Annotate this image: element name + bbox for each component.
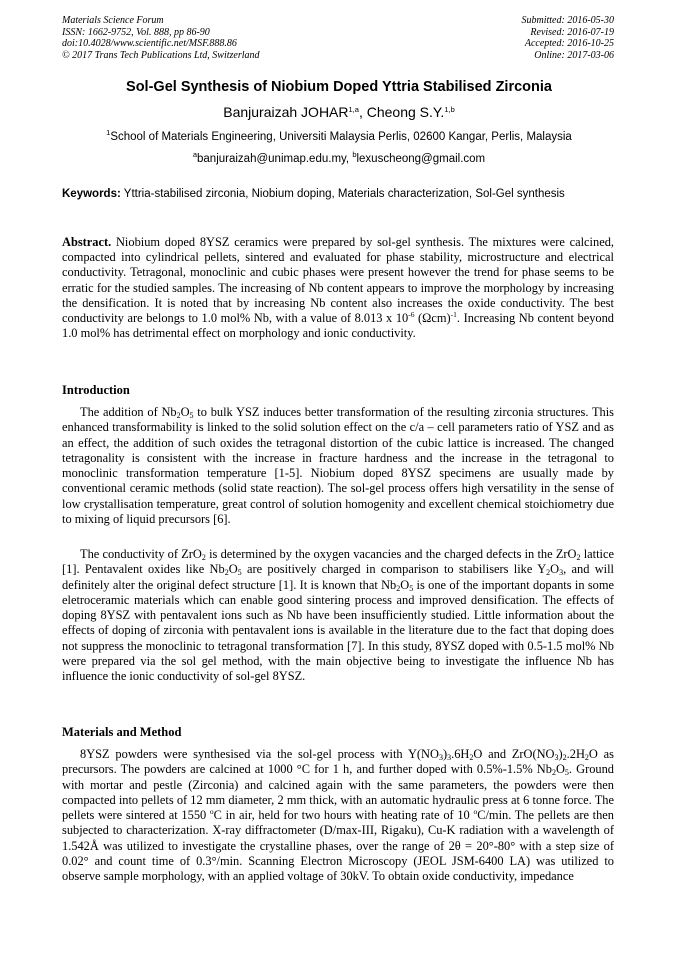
subscript: 2 xyxy=(576,553,581,562)
abstract-text-2: (Ωcm) xyxy=(414,311,451,326)
abstract-sup-2: -1 xyxy=(450,310,457,320)
text-run: 8YSZ powders were synthesised via the sol-gel process with Y(NO xyxy=(80,747,439,761)
subscript: 3 xyxy=(438,753,443,762)
text-run: O xyxy=(228,562,238,577)
abstract-sup-1: -6 xyxy=(408,310,415,320)
text-run: O and ZrO(NO xyxy=(473,747,555,761)
abstract xyxy=(62,235,614,341)
text-run: C in air, held for two hours with heating rate of 10 xyxy=(213,808,474,823)
email-a[interactable]: banjuraizah@unimap.edu.my, xyxy=(197,153,353,165)
abstract-text-1: Niobium doped 8YSZ ceramics were prepared by sol-gel synthesis. The mixtures were calcined, compacted into cylindrical pellets, sintered and evaluated for phase stability, microstructure and electrical conductivity. Tetragonal, monoclinic and cubic phases were present however the trend for phase seems to be erratic for the studied samples. The increasing of Nb content appears to improve the morphology by increasing the densification. It is noted that by increasing Nb content also increases the oxide conductivity. The best conductivity are belongs to 1.0 mol% Nb, with a value of 8.013 x 10 xyxy=(62,235,614,326)
text-run: are positively charged in comparison to stabilisers like Y xyxy=(241,562,547,577)
text-run: is determined by the oxygen vacancies and the charged defects in the ZrO xyxy=(205,547,577,561)
subscript: 2 xyxy=(396,583,401,593)
subscript: 2 xyxy=(224,568,229,578)
text-run: The addition of Nb xyxy=(80,405,177,419)
introduction-paragraph-1 xyxy=(62,405,614,527)
subscript: 2 xyxy=(562,753,567,762)
text-run: C/min. The pellets are then subjected to characterization. X-ray diffractometer (D/max-III, Rigaku), Cu-K radiation with a wavelength of 1.542Å was utilized to investigate the crystalline phases, over the range of 2θ = 20°-80° with a step size of 0.02° and count time of 0.3°/min. Scanning Electron Microscopy (JEOL JSM-6400 LA) was utilized to observe sample morphology, with an applied voltage of 30kV. To obtain oxide conductivity, impedance xyxy=(62,808,614,884)
revised-date: Revised: 2016-07-19 xyxy=(530,26,614,38)
text-run: O xyxy=(400,577,410,592)
text-run: ) xyxy=(442,747,448,761)
affiliation xyxy=(0,128,678,143)
introduction-heading: Introduction xyxy=(62,383,130,397)
subscript: 2 xyxy=(584,753,589,762)
subscript: 2 xyxy=(176,411,181,420)
subscript: 2 xyxy=(546,568,551,578)
paper-title: Sol-Gel Synthesis of Niobium Doped Yttria Stabilised Zirconia xyxy=(126,79,552,95)
subscript: 3 xyxy=(447,753,452,762)
email-line xyxy=(0,150,678,165)
journal-name: Materials Science Forum xyxy=(62,15,164,26)
subscript: 5 xyxy=(189,411,194,420)
text-run: . Ground with mortar and pestle (Zirconia) and calcined again with the same parameters, the powders were then compacted into pellets of 12 mm diameter, 2 mm thick, with an automatic hydraulic press at 6 tonne force. The pellets were sintered at 1550 xyxy=(62,762,614,823)
affiliation-text: School of Materials Engineering, Universiti Malaysia Perlis, 02600 Kangar, Perlis, Malaysia xyxy=(110,131,572,143)
author-1-sup: 1,a xyxy=(348,105,359,114)
text-run: lattice [1]. Pentavalent oxides like Nb xyxy=(62,547,614,577)
text-run: ) xyxy=(558,747,563,761)
subscript: 5 xyxy=(409,583,414,593)
email-b[interactable]: lexuscheong@gmail.com xyxy=(356,153,486,165)
introduction-paragraph-2 xyxy=(62,547,614,685)
keywords xyxy=(62,187,614,202)
accepted-date: Accepted: 2016-10-25 xyxy=(524,38,614,49)
author-2-sup: 1,b xyxy=(444,105,455,114)
subscript: 3 xyxy=(559,568,564,578)
text-run: O xyxy=(180,405,190,419)
subscript: 5 xyxy=(564,768,569,778)
copyright-line: © 2017 Trans Tech Publications Ltd, Switzerland xyxy=(62,49,260,61)
doi-line: doi:10.4028/www.scientific.net/MSF.888.86 xyxy=(62,38,237,49)
text-run: The conductivity of ZrO xyxy=(80,547,202,561)
email-a-sup: a xyxy=(192,150,198,159)
email-b-sup: b xyxy=(352,150,357,159)
subscript: 3 xyxy=(554,753,559,762)
issn-line: ISSN: 1662-9752, Vol. 888, pp 86-90 xyxy=(62,26,210,38)
affiliation-sup: 1 xyxy=(106,128,111,137)
abstract-label: Abstract. xyxy=(62,235,112,249)
online-date: Online: 2017-03-06 xyxy=(534,49,614,61)
journal-header xyxy=(62,15,260,61)
abstract-text-3: . Increasing Nb content beyond 1.0 mol% has detrimental effect on morphology and ionic conductivity. xyxy=(62,311,614,341)
methods-heading: Materials and Method xyxy=(62,725,182,739)
subscript: 2 xyxy=(201,553,206,562)
superscript: o xyxy=(473,807,478,817)
text-run: .2H xyxy=(566,747,585,761)
text-run: O xyxy=(555,762,565,777)
subscript: 2 xyxy=(469,753,474,762)
text-run: is one of the important dopants in some eletroceramic materials which can enable good sintering process and improved densification. The effects of doping 8YSZ with pentavalent ions such as Nb have been insufficiently studied. Little information about the effects of doping of zirconia with pentavalent ions is available in the literature due to the fact that doping does not suppress the monoclinic to tetragonal transformation [7]. In this study, 8YSZ doped with 0.5-1.5 mol% Nb were prepared via the sol gel method, with the main objective being to investigate the influence Nb has influence the ionic conductivity of sol-gel 8YSZ. xyxy=(62,577,614,684)
author-1: Banjuraizah JOHAR xyxy=(223,104,349,120)
text-run: .6H xyxy=(451,747,470,761)
text-run: to bulk YSZ induces better transformation of the resulting zirconia structures. This enhanced transformability is linked to the solid solution effect on the c/a – cell parameters ratio of YSZ and as an effect, the addition of such oxides the tetragonal distortion of the cubic lattice is increased. The changed tetragonality is consistent with the increase in fracture hardness and the increase in the tetragonal to monoclinic transformation temperature [1-5]. Niobium doped 8YSZ specimens are usually made by conventional ceramic methods (solid state reaction). The sol-gel process offers high versatility in the sense of low crystallisation temperature, great control of solution homogenity and excellent chemical stoichiometry due to mixing of liquid precursors [6]. xyxy=(62,405,614,527)
text-run: O as precursors. The powders are calcined at 1000 °C for 1 h, and further doped with 0.5%-1.5% Nb xyxy=(62,747,615,777)
methods-paragraph-1 xyxy=(62,747,614,885)
submitted-date: Submitted: 2016-05-30 xyxy=(521,15,614,26)
dates-header xyxy=(522,15,615,61)
keywords-label: Keywords: xyxy=(62,188,121,200)
keywords-text: Yttria-stabilised zirconia, Niobium doping, Materials characterization, Sol-Gel synthesis xyxy=(120,188,565,200)
author-2: Cheong S.Y. xyxy=(366,104,445,120)
author-separator: , xyxy=(358,104,367,120)
text-run: , and will definitely alter the original defect structure [1]. It is known that Nb xyxy=(62,562,614,592)
text-run: O xyxy=(550,562,560,577)
subscript: 5 xyxy=(237,568,242,578)
subscript: 2 xyxy=(551,768,556,778)
author-line xyxy=(0,104,678,120)
superscript: o xyxy=(209,807,214,817)
